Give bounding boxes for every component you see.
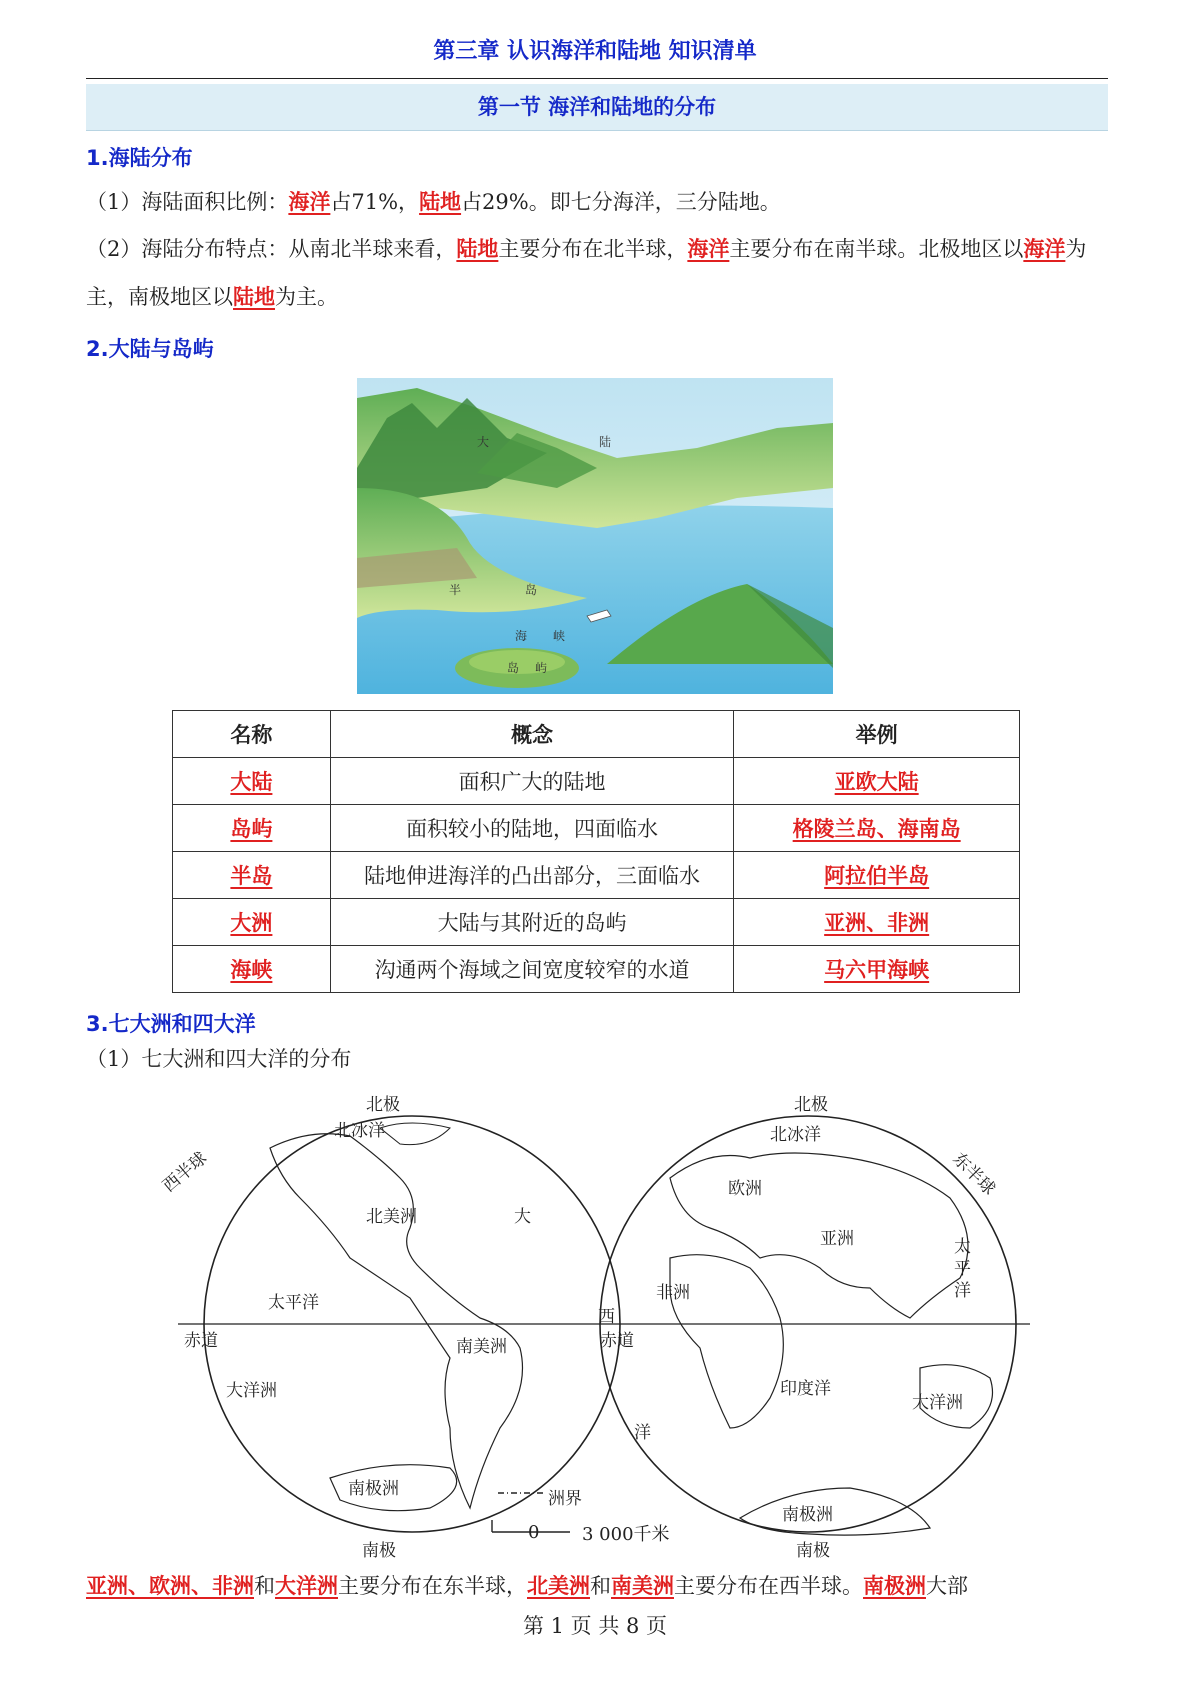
label-west-pacific: 太平洋 — [268, 1293, 319, 1313]
table-cell-name: 大洲 — [230, 910, 273, 935]
label-east-arctic: 北冰洋 — [770, 1125, 821, 1145]
answer: 陆地 — [233, 284, 275, 309]
heading-land-sea-distribution: 1.海陆分布 — [86, 146, 193, 170]
label-east-south-pole: 南极 — [796, 1541, 830, 1561]
table-cell-example: 亚欧大陆 — [834, 769, 919, 794]
text: 为主，南极地区以 — [86, 237, 1087, 309]
table-cell-name: 岛屿 — [230, 816, 273, 841]
label-east-pacific-1: 太 — [954, 1237, 971, 1257]
label-east-atlantic-1: 西 — [598, 1307, 615, 1327]
text: 主要分布在北半球， — [498, 237, 688, 261]
answer: 亚洲、欧洲、非洲 — [86, 1573, 254, 1598]
text: （2）海陆分布特点：从南北半球来看， — [86, 237, 457, 261]
table-cell-example: 亚洲、非洲 — [824, 910, 930, 935]
table-cell-concept: 面积较小的陆地，四面临水 — [330, 805, 734, 852]
label-west-hemisphere: 西半球 — [159, 1148, 212, 1197]
label-east-antarctica: 南极洲 — [782, 1505, 833, 1525]
label-east-oceania: 大洋洲 — [912, 1393, 963, 1413]
table-cell-example: 格陵兰岛、海南岛 — [792, 816, 961, 841]
table-row — [173, 946, 1020, 993]
text: 为主。 — [275, 285, 338, 309]
page-footer: 第 1 页 共 8 页 — [522, 1614, 668, 1638]
answer: 海洋 — [288, 189, 331, 214]
table-cell-concept: 大陆与其附近的岛屿 — [330, 899, 734, 946]
document-title: 第三章 认识海洋和陆地 知识清单 — [433, 39, 757, 64]
paragraph-distribution-features — [86, 225, 1108, 321]
answer: 海洋 — [687, 236, 730, 261]
hemisphere-outlines — [150, 1088, 1030, 1568]
illustration-label: 岛 — [507, 661, 520, 675]
label-east-hemisphere: 东半球 — [948, 1149, 999, 1200]
label-east-atlantic-2: 洋 — [634, 1423, 651, 1443]
table-row — [173, 758, 1020, 805]
answer: 陆地 — [456, 236, 499, 261]
landform-table — [172, 710, 1020, 993]
illustration-label: 岛 — [525, 583, 538, 597]
label-north-america: 北美洲 — [366, 1207, 417, 1227]
table-cell-concept: 陆地伸进海洋的凸出部分，三面临水 — [330, 852, 734, 899]
heading-seven-continents: 3.七大洲和四大洋 — [86, 1012, 256, 1036]
text: 大部 — [926, 1574, 968, 1598]
answer: 海洋 — [1023, 236, 1066, 261]
label-west-north-pole: 北极 — [366, 1095, 400, 1115]
illustration-label: 峡 — [553, 629, 566, 643]
text: 主要分布在东半球， — [338, 1574, 527, 1598]
table-header: 举例 — [734, 711, 1020, 758]
table-cell-example: 阿拉伯半岛 — [824, 863, 930, 888]
text: 主要分布在南半球。北极地区以 — [729, 237, 1024, 261]
label-west-arctic: 北冰洋 — [334, 1121, 385, 1141]
answer: 南极洲 — [863, 1573, 926, 1598]
table-cell-concept: 面积广大的陆地 — [330, 758, 734, 805]
table-header: 名称 — [173, 711, 331, 758]
text: 占29%。即七分海洋，三分陆地。 — [461, 190, 781, 214]
answer: 南美洲 — [611, 1573, 674, 1598]
table-cell-name: 半岛 — [230, 863, 273, 888]
title-divider — [86, 78, 1108, 79]
table-row — [173, 852, 1020, 899]
illustration-label: 陆 — [599, 435, 612, 449]
table-header-row — [173, 711, 1020, 758]
label-indian-ocean: 印度洋 — [780, 1379, 831, 1399]
label-west-oceania: 大洋洲 — [226, 1381, 277, 1401]
text: 和 — [590, 1574, 611, 1598]
illustration-label: 半 — [449, 583, 462, 597]
paragraph-area-ratio — [86, 178, 1108, 226]
table-cell-concept: 沟通两个海域之间宽度较窄的水道 — [330, 946, 734, 993]
table-cell-example: 马六甲海峡 — [824, 957, 930, 982]
label-east-pacific-2: 平 — [954, 1259, 971, 1279]
label-east-north-pole: 北极 — [794, 1095, 828, 1115]
legend-boundary-label: 洲界 — [548, 1489, 582, 1509]
section-title: 第一节 海洋和陆地的分布 — [86, 84, 1108, 131]
text: 和 — [254, 1574, 275, 1598]
world-map — [150, 1088, 1030, 1568]
answer: 大洋洲 — [275, 1573, 338, 1598]
text: 占71%， — [330, 190, 420, 214]
label-europe: 欧洲 — [728, 1179, 762, 1199]
label-west-south-pole: 南极 — [362, 1541, 396, 1561]
label-east-equator: 赤道 — [600, 1331, 634, 1351]
answer: 北美洲 — [527, 1573, 590, 1598]
label-west-equator: 赤道 — [184, 1331, 218, 1351]
table-cell-name: 大陆 — [230, 769, 273, 794]
heading-continents-islands: 2.大陆与岛屿 — [86, 337, 214, 361]
scale-value: 3 000千米 — [582, 1524, 670, 1545]
subheading-distribution: （1）七大洲和四大洋的分布 — [86, 1047, 352, 1071]
label-south-america: 南美洲 — [456, 1337, 507, 1357]
illustration-label: 海 — [515, 629, 528, 643]
text: （1）海陆面积比例： — [86, 190, 289, 214]
table-row — [173, 805, 1020, 852]
label-east-pacific-3: 洋 — [954, 1281, 971, 1301]
table-header: 概念 — [330, 711, 734, 758]
illustration-label: 大 — [477, 435, 490, 449]
answer: 陆地 — [419, 189, 462, 214]
paragraph-summary — [86, 1562, 1108, 1610]
label-west-antarctica: 南极洲 — [348, 1479, 399, 1499]
landform-illustration — [357, 378, 833, 694]
illustration-label: 屿 — [535, 661, 548, 675]
table-row — [173, 899, 1020, 946]
label-africa: 非洲 — [656, 1283, 690, 1303]
label-asia: 亚洲 — [820, 1229, 854, 1249]
label-atlantic-part: 大 — [514, 1207, 531, 1227]
table-cell-name: 海峡 — [230, 957, 273, 982]
text: 主要分布在西半球。 — [674, 1574, 863, 1598]
scale-zero: 0 — [528, 1522, 540, 1543]
